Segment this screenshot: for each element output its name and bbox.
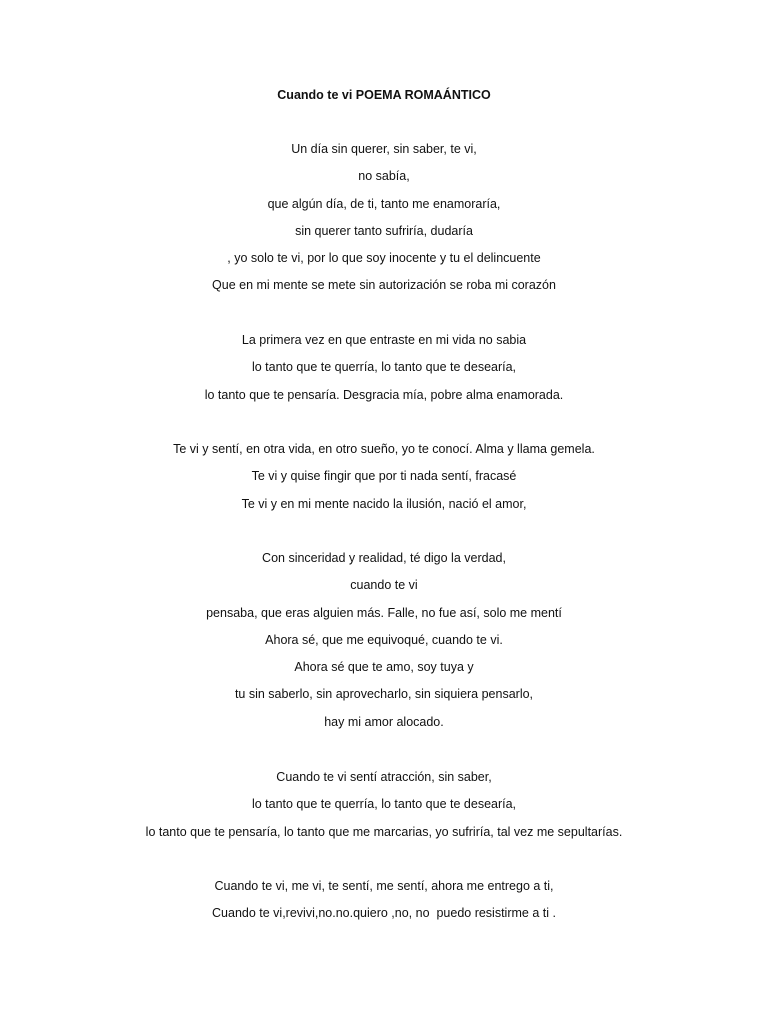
poem-line: Cuando te vi,revivi,no.no.quiero ,no, no puedo resistirme a ti .: [212, 906, 556, 921]
stanza-5: [0, 764, 768, 846]
poem-line: La primera vez en que entraste en mi vida no sabia: [241, 333, 527, 347]
poem-line: Cuando te vi sentí atracción, sin saber,: [276, 770, 492, 784]
poem-line: Que en mi mente se mete sin autorización se roba mi corazón: [212, 278, 556, 293]
stanza-2: [0, 327, 768, 409]
poem-line: lo tanto que te pensaría, lo tanto que me marcarias, yo sufriría, tal vez me sepultarías.: [145, 824, 623, 839]
poem-line: , yo solo te vi, por lo que soy inocente y tu el delincuente: [227, 251, 541, 266]
poem-line: pensaba, que eras alguien más. Falle, no fue así, solo me mentí: [206, 605, 562, 620]
poem-line: hay mi amor alocado.: [324, 714, 444, 729]
stanza-6: [0, 873, 768, 928]
poem-line: sin querer tanto sufriría, dudaría: [295, 223, 473, 238]
poem-line: tu sin saberlo, sin aprovecharlo, sin siquiera pensarlo,: [234, 687, 534, 702]
poem-line: Te vi y quise fingir que por ti nada sentí, fracasé: [251, 469, 517, 484]
poem-line: Cuando te vi, me vi, te sentí, me sentí, ahora me entrego a ti,: [214, 879, 554, 893]
poem-line: lo tanto que te pensaría. Desgracia mía, pobre alma enamorada.: [204, 387, 564, 402]
poem-line: Ahora sé, que me equivoqué, cuando te vi.: [265, 632, 503, 647]
poem-line: cuando te vi: [350, 578, 418, 593]
stanza-1: [0, 136, 768, 300]
poem-line: lo tanto que te querría, lo tanto que te desearía,: [251, 360, 517, 375]
poem-line: Ahora sé que te amo, soy tuya y: [294, 660, 474, 675]
stanza-4: [0, 545, 768, 736]
poem-line: lo tanto que te querría, lo tanto que te desearía,: [251, 797, 517, 812]
stanza-3: [0, 436, 768, 518]
poem-line: Un día sin querer, sin saber, te vi,: [291, 142, 477, 156]
poem-line: no sabía,: [358, 169, 410, 184]
poem-line: que algún día, de ti, tanto me enamoraría,: [267, 196, 501, 211]
poem-line: Con sinceridad y realidad, té digo la verdad,: [262, 551, 506, 565]
poem-line: Te vi y en mi mente nacido la ilusión, nació el amor,: [241, 496, 527, 511]
poem-title: Cuando te vi POEMA ROMAÁNTICO: [277, 88, 491, 102]
poem-line: Te vi y sentí, en otra vida, en otro sueño, yo te conocí. Alma y llama gemela.: [173, 442, 595, 456]
